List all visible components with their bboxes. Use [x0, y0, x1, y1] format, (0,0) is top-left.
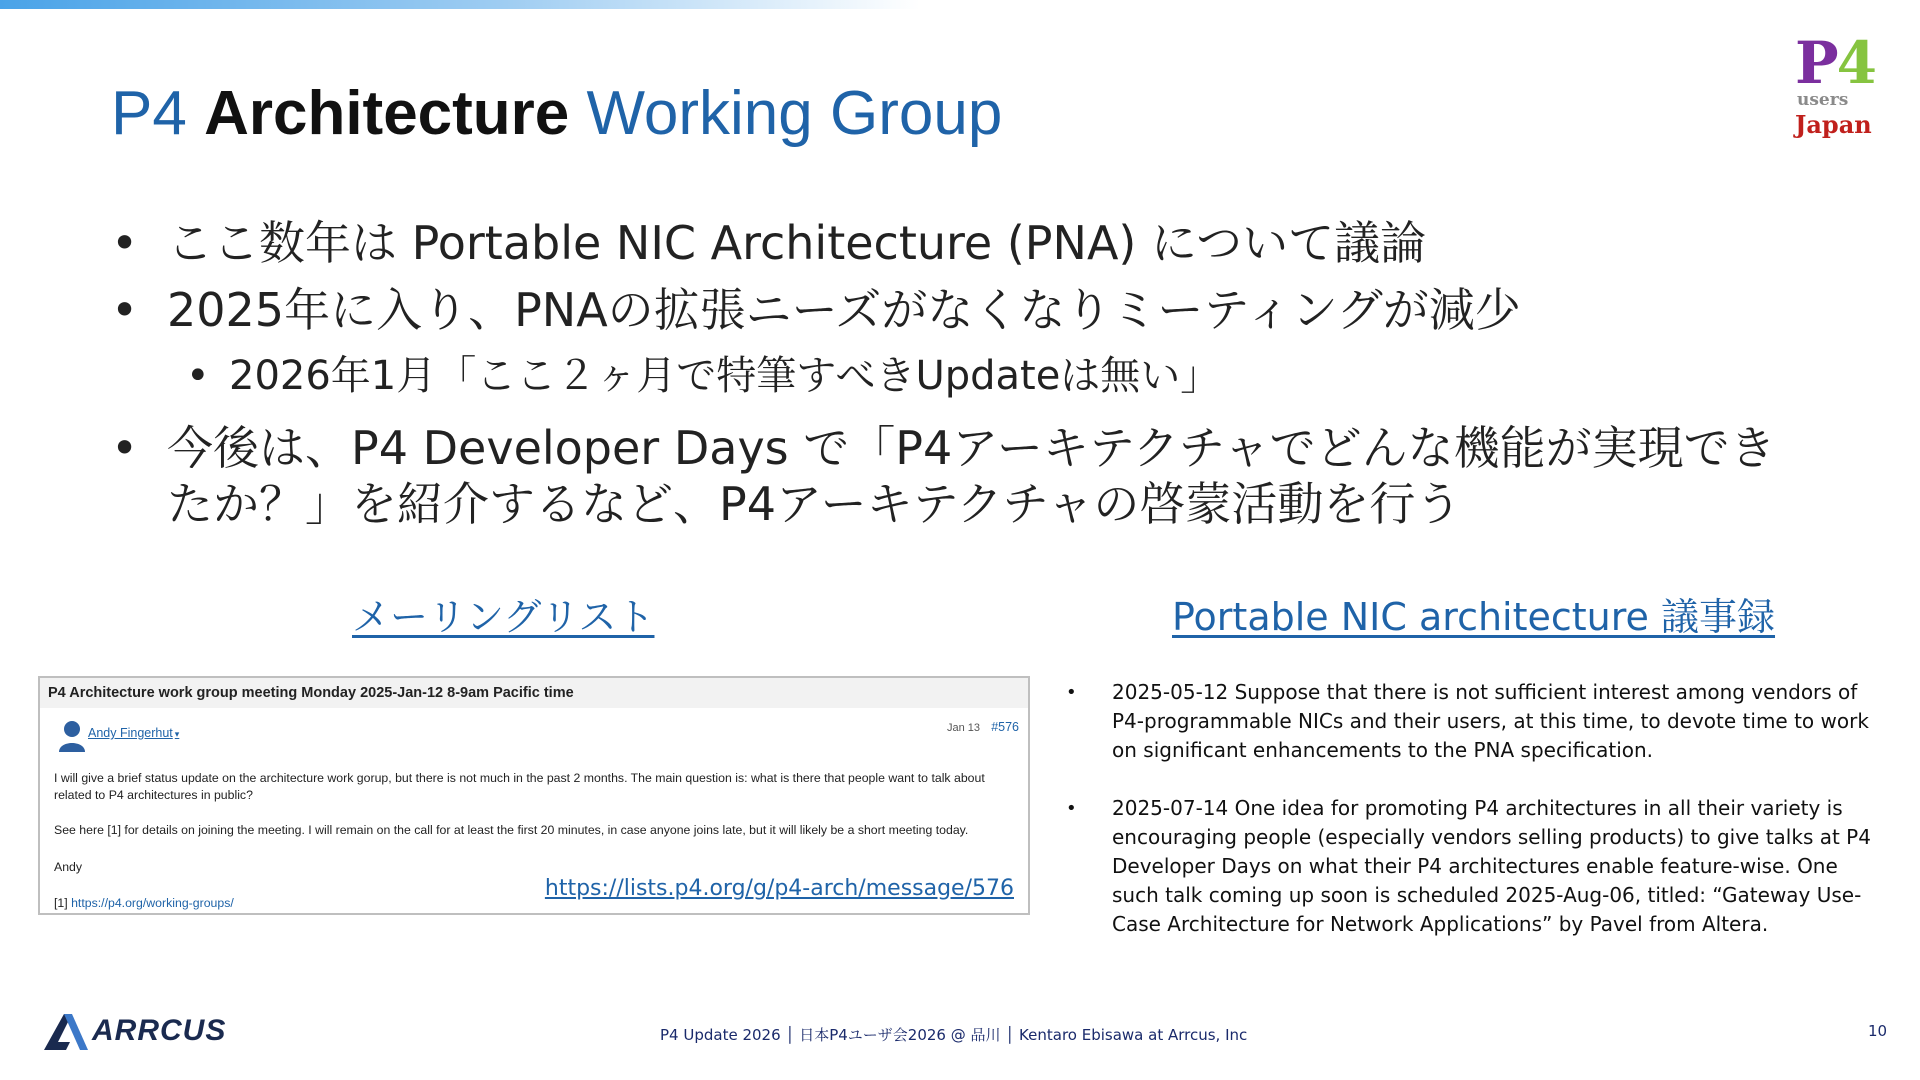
- mailing-list-screenshot: [38, 676, 1030, 915]
- mail-author-name: Andy Fingerhut: [88, 726, 173, 740]
- bullet-text-line2: たか？」を紹介するなど、P4アーキテクチャの啓蒙活動を行う: [167, 477, 1462, 531]
- page-number: 10: [1868, 1022, 1888, 1040]
- mail-ref-label: [1]: [54, 896, 72, 910]
- pna-minutes-notes: [1060, 678, 1890, 939]
- mail-archive-link[interactable]: https://lists.p4.org/g/p4-arch/message/576: [544, 876, 1014, 901]
- slide-title: [111, 78, 1002, 149]
- note-bullet: •: [1066, 682, 1077, 703]
- bullet-text-line1: 今後は、P4 Developer Days で「P4アーキテクチャでどんな機能が実現でき: [167, 421, 1776, 475]
- logo-four: 4: [1836, 29, 1875, 97]
- user-avatar-icon: [58, 720, 86, 752]
- logo-p: P: [1795, 29, 1837, 97]
- top-accent-bar: [0, 0, 920, 9]
- note-text: 2025-07-14 One idea for promoting P4 architectures in all their variety is encouraging people (especially vendors selling products) to give talks at P4 Developer Days on what their P4 architectures enable feature-wise. One such talk coming up soon is scheduled 2025-Aug-06, titled: “Gateway Use-Case Architecture for Network Applications” by Pavel from Altera.: [1112, 796, 1871, 936]
- pna-minutes-link[interactable]: Portable NIC architecture 議事録: [1172, 595, 1776, 639]
- mail-subject: P4 Architecture work group meeting Monday 2025-Jan-12 8-9am Pacific time: [40, 678, 1028, 708]
- bullet-dot: •: [186, 353, 210, 399]
- mail-message-number[interactable]: #576: [991, 720, 1019, 734]
- mail-reference: [54, 896, 234, 910]
- mail-body-paragraph-1: I will give a brief status update on the architecture work gorup, but there is not much in the past 2 months. The main question is: what is there that people want to talk about related to P4 architectures in public?: [54, 771, 985, 802]
- note-text: 2025-05-12 Suppose that there is not sufficient interest among vendors of P4-programmable NICs and their users, at this time, to devote time to work on significant enhancements to the PNA specification.: [1112, 680, 1869, 762]
- note-item: [1060, 678, 1890, 765]
- logo-p4: [1795, 29, 1875, 97]
- mail-author-link[interactable]: [88, 726, 179, 740]
- chevron-down-icon: ▾: [174, 729, 180, 739]
- bullet-dot: •: [111, 216, 139, 270]
- p4-users-japan-logo: [1795, 29, 1895, 142]
- mail-ref-link[interactable]: https://p4.org/working-groups/: [71, 896, 234, 910]
- arrcus-logo: [42, 1012, 242, 1052]
- title-bold: Architecture: [204, 79, 570, 148]
- note-item: [1060, 794, 1890, 939]
- arrcus-wordmark: ARRCUS: [92, 1014, 227, 1047]
- bullet-dot: •: [111, 421, 139, 475]
- logo-users: users: [1797, 90, 1849, 110]
- note-bullet: •: [1066, 798, 1077, 819]
- bullet-text: 2026年1月「ここ２ヶ月で特筆すべきUpdateは無い」: [229, 353, 1221, 399]
- bullet-text: 2025年に入り、PNAの拡張ニーズがなくなりミーティングが減少: [167, 283, 1521, 337]
- mailing-list-link[interactable]: メーリングリスト: [352, 595, 655, 639]
- mail-signature: Andy: [54, 860, 83, 874]
- footer-text: P4 Update 2026 │ 日本P4ユーザ会2026 @ 品川 │ Kentaro Ebisawa at Arrcus, Inc: [660, 1026, 1248, 1044]
- arrcus-mark-icon: [42, 1012, 90, 1052]
- title-suffix: Working Group: [569, 79, 1003, 148]
- mail-body-paragraph-2: See here [1] for details on joining the meeting. I will remain on the call for at least the first 20 minutes, in case anyone joins late, but it will likely be a short meeting today.: [54, 823, 969, 837]
- mail-date: Jan 13: [946, 722, 980, 734]
- bullet-dot: •: [111, 283, 139, 337]
- title-prefix: P4: [111, 79, 205, 148]
- bullet-text: ここ数年は Portable NIC Architecture (PNA) について議論: [167, 216, 1427, 270]
- logo-japan: Japan: [1795, 110, 1872, 139]
